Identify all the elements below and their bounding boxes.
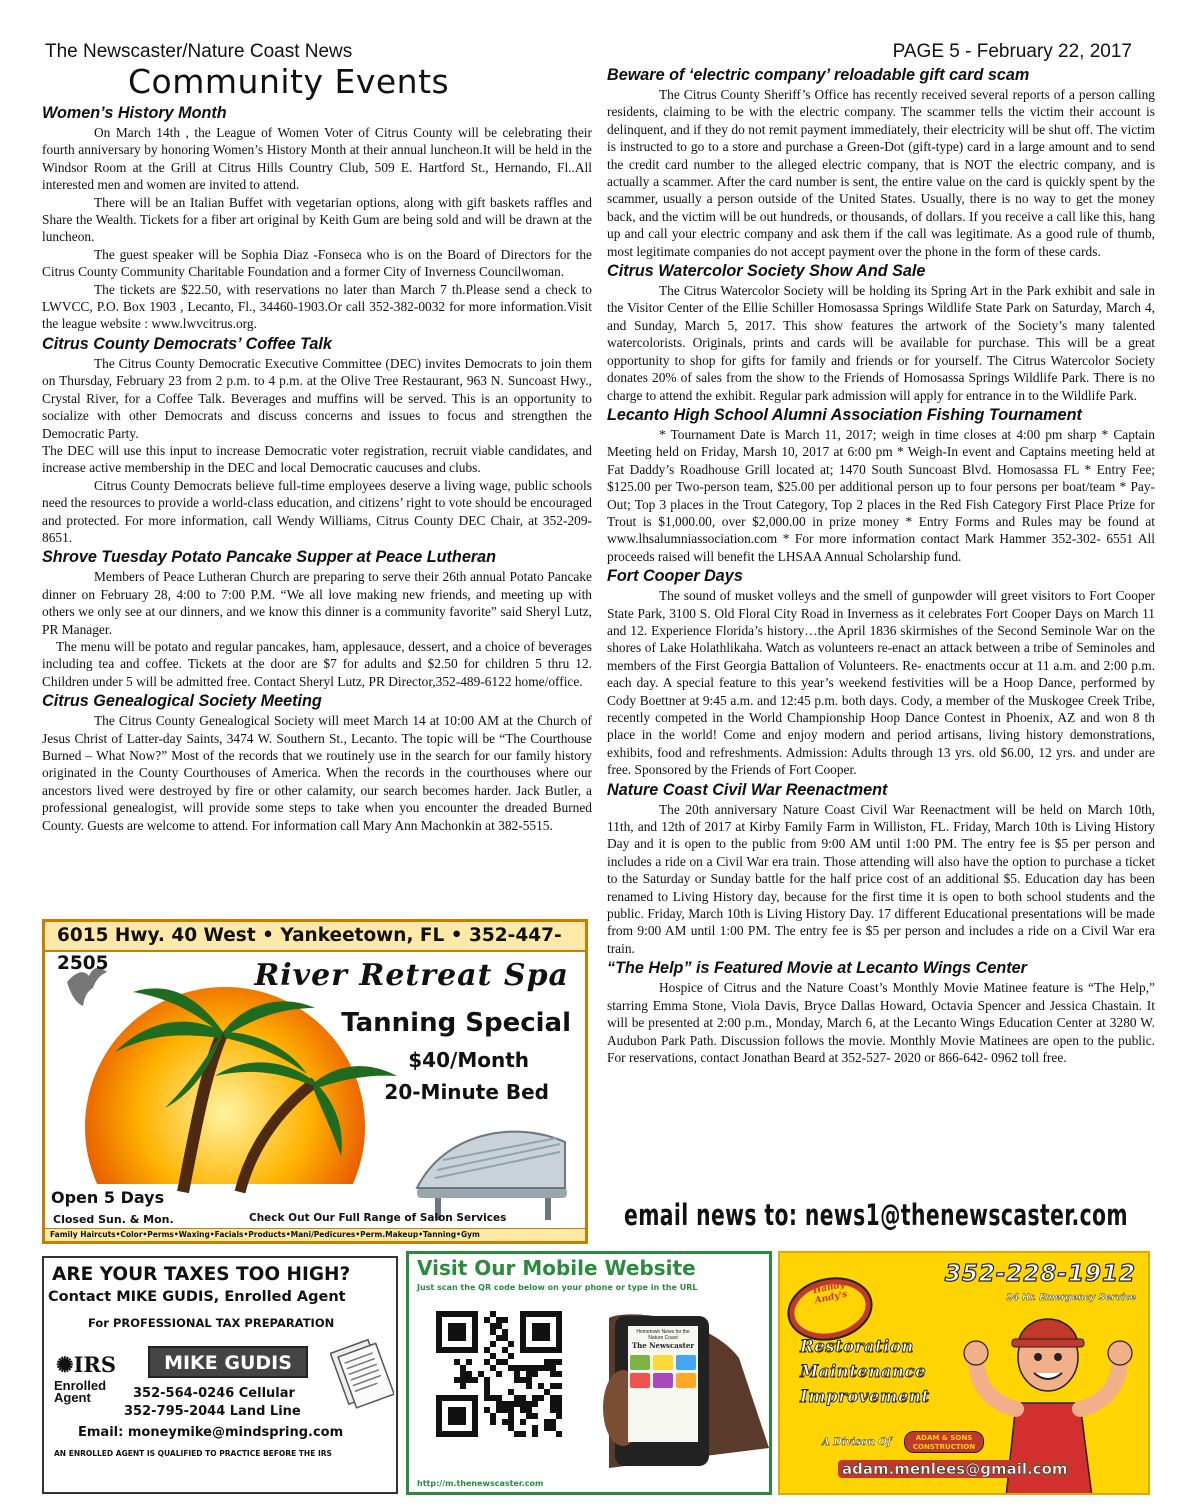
article	[607, 405, 1155, 565]
spa-check-services: Check Out Our Full Range of Salon Services	[249, 1212, 507, 1224]
article-paragraph: Hospice of Citrus and the Nature Coast’s Monthly Movie Matinee feature is “The Help,” starring Emma Stone, Viola Davis, Bryce Dallas Howard, Octavia Spencer and Jessica Chastain. It will be presented at 2:00 p.m., Monday, March 6, at the Lecanto Wings Education Center at 3280 W. Audubon Park Path. Discussion follows the movie. Monthly Movie Matinees are open to the public. For reservations, contact Jonathan Beard at 352-527- 2020 or 866-642- 0962 toll free.	[607, 980, 1155, 1065]
article-title: Citrus County Democrats’ Coffee Talk	[42, 334, 332, 353]
article-paragraph: On March 14th , the League of Women Voter of Citrus County will be celebrating their fourth anniversary by honoring Women’s History Month at their annual luncheon.It will be held in the Windsor Room at the Grill at Citrus Hills Country Club, 509 E. Hartford St., Hernando, Fl..All interested men and women are invited to attend.	[42, 125, 592, 193]
spa-price: $40/Month	[408, 1048, 529, 1072]
right-column	[607, 64, 1155, 1066]
qr-phone-illustration	[409, 1298, 769, 1468]
article-paragraph: The Citrus County Sheriff’s Office has recently received several reports of a person calling residents, claiming to be with the electric company. The scammer tells the victim their account is delinquent, and if they do not remit payment immediately, their electricity will be shut off. The victim is instructed to go to a store and purchase a Green-Dot (gift-type) card in a large amount and to send the credit card number to the alleged electric company, that is NOT the electric company, and is actually a scammer. After the card number is sent, the entire value on the card is quickly spent by the scammer, usually a person outside of the United States. Usually, there is no way to get the money back, and the victim will be out hundreds, or thousands, of dollars. If you receive a call like this, hang up and call your electric company and ask them if the call was legitimate. As a good rule of thumb, most legitimate companies do not accept payment over the phone in the form of these cards.	[607, 87, 1155, 259]
tax-advertisement	[42, 1256, 398, 1494]
article-paragraph: The guest speaker will be Sophia Diaz -Fonseca who is on the Board of Directors for the Citrus County Community Charitable Foundation and a former City of Inverness Councilwoman.	[42, 246, 592, 280]
spa-name: River Retreat Spa	[254, 958, 569, 993]
article	[42, 547, 592, 690]
article	[607, 65, 1155, 260]
article-title: Women’s History Month	[42, 104, 227, 122]
eagle-icon: ✺	[56, 1352, 74, 1377]
tax-ad-contact: Contact MIKE GUDIS, Enrolled Agent	[48, 1289, 346, 1305]
tax-email: Email: moneymike@mindspring.com	[78, 1425, 344, 1440]
handy-email[interactable]: adam.menlees@gmail.com	[838, 1460, 1072, 1478]
phone-screen	[628, 1326, 698, 1442]
article-title: Lecanto High School Alumni Association Fishing Tournament	[607, 405, 1082, 424]
enrolled-agent-label: Enrolled Agent	[54, 1378, 107, 1405]
mobile-website-advertisement	[406, 1251, 772, 1495]
tax-ad-professional: For PROFESSIONAL TAX PREPARATION	[88, 1316, 335, 1330]
article-paragraph: Members of Peace Lutheran Church are preparing to serve their 26th annual Potato Pancake dinner on February 28, 4:00 to 7:00 P.M. “We all love making new friends, and meeting up with others we only see at our dinners, and we know this dinner is a community favorite” said Sheryl Lutz, PR Manager.	[42, 569, 592, 637]
article-title: “The Help” is Featured Movie at Lecanto Wings Center	[607, 959, 1027, 978]
handy-andy-advertisement	[778, 1251, 1150, 1495]
article-title: Citrus Watercolor Society Show And Sale	[607, 262, 926, 281]
phone-screen-header: Hometown News for the Nature Coast	[636, 1329, 690, 1341]
article-title: Nature Coast Civil War Reenactment	[607, 780, 888, 799]
article-paragraph: The Citrus County Genealogical Society will meet March 14 at 10:00 AM at the Church of Jesus Christ of Latter-day Saints, 3474 W. Southern St., Lecanto. The topic will be “The Courthouse Burned – What Now?” Most of the records that we routinely use in the search for our family history originated in the County Courthouses of America. When the records in the courthouses where our ancestors lived were destroyed by fire or other calamity, our search becomes harder. Jack Butler, a professional genealogist, will provide some steps to take when you encounter the dreaded Burned County. Guests are welcome to attend. For information call Mary Ann Machonkin at 382-5515.	[42, 713, 592, 833]
article	[607, 780, 1155, 958]
handy-division: A Divison Of	[822, 1437, 892, 1448]
article	[42, 103, 592, 333]
article-title: Fort Cooper Days	[607, 567, 743, 586]
tax-agent-name: MIKE GUDIS	[148, 1346, 308, 1378]
tax-forms-icon	[330, 1338, 394, 1414]
tax-cell-phone: 352-564-0246 Cellular	[133, 1386, 295, 1401]
handy-service-2: Maintenance	[800, 1362, 927, 1381]
irs-text: IRS	[73, 1352, 117, 1377]
article-paragraph: The Citrus Watercolor Society will be holding its Spring Art in the Park exhibit and sale in the Visitor Center of the Ellie Schiller Homosassa Springs Wildlife State Park on Saturday, March 4, and Sunday, March 5, 2017. This show features the artwork of the Society’s many talented watercolorists. Originals, prints and cards will be available for purchase. This will be a great opportunity to shop for gifts for family and friends or for yourself. The Citrus Watercolor Society donates 20% of sales from the show to the Friends of Homosassa Springs Wildlife Park. There is no charge to attend the exhibit. Regular park admission will apply for entrance in to the Wildlife Park.	[607, 283, 1155, 403]
tax-disclaimer: AN ENROLLED AGENT IS QUALIFIED TO PRACTICE BEFORE THE IRS	[54, 1449, 332, 1458]
article-title: Shrove Tuesday Potato Pancake Supper at Peace Lutheran	[42, 548, 497, 567]
mobile-url[interactable]: http://m.thenewscaster.com	[417, 1479, 544, 1488]
spa-closed-days: Closed Sun. & Mon.	[53, 1213, 174, 1226]
article-paragraph: The 20th anniversary Nature Coast Civil War Reenactment will be held on March 10th, 11th, and 12th of 2017 at Kirby Family Farm in Williston, FL. Friday, March 10th is Living History Day and it is open to the public from 9:00 AM until 1:00 PM. The entry fee is $5 per person and includes a ride on a Civil War era train. Those attending will also have the option to purchase a ticket to the Saturday or Sunday battle for the half price cost of an additional $5. Education day has been renamed to Living History day, because for the first time it is open to both school students and the public. Friday, March 10th is Living History Day. 17 different Educational presentations will be made from 9:00 AM until 1:00 PM. The entry fee is $5 per person and includes a ride on a Civil War era train.	[607, 801, 1155, 956]
section-title: Community Events	[128, 62, 450, 101]
article	[42, 334, 592, 546]
article-paragraph: The Citrus County Democratic Executive Committee (DEC) invites Democrats to join them on Thursday, February 23 from 2 p.m. to 4 p.m. at the Olive Tree Restaurant, 963 N. Suncoast Hwy., Crystal River, for a Coffee Talk. Beverages and muffins will be served. This is an opportunity to socialize with other Democrats and discuss concerns and issues to focus and strengthen the Democratic Party.	[42, 355, 592, 441]
tax-ad-title: ARE YOUR TAXES TOO HIGH?	[52, 1264, 351, 1285]
handy-service-3: Improvement	[800, 1387, 930, 1406]
left-column	[42, 102, 592, 834]
handy-emergency: 24 Hr. Emergency Service	[1006, 1293, 1136, 1303]
article-title: Citrus Genealogical Society Meeting	[42, 692, 322, 711]
spa-advertisement	[42, 919, 588, 1244]
spa-bed: 20-Minute Bed	[384, 1080, 549, 1104]
phone-screen-brand: The Newscaster	[631, 1341, 695, 1350]
handy-service-1: Restoration	[800, 1337, 914, 1356]
email-news-line[interactable]: email news to: news1@thenewscaster.com	[624, 1198, 1129, 1232]
handy-company-badge: ADAM & SONS CONSTRUCTION	[904, 1431, 984, 1453]
article-paragraph: The DEC will use this input to increase Democratic voter registration, recruit viable candidates, and increase active membership in the DEC and local Democratic caucuses and clubs.	[42, 442, 592, 476]
spa-address-banner: 6015 Hwy. 40 West • Yankeetown, FL • 352-447-2505	[45, 922, 585, 952]
article-paragraph: The menu will be potato and regular pancakes, ham, applesauce, dessert, and a choice of beverages including tea and coffee. Tickets at the door are $7 for adults and $2.50 for children 5 thru 12. Children under 5 will be admitted free. Contact Sheryl Lutz, PR Director,352-489-6122 home/office.	[42, 638, 592, 689]
irs-logo	[56, 1352, 116, 1377]
page-info: PAGE 5 - February 22, 2017	[892, 41, 1132, 62]
spa-open-days: Open 5 Days	[51, 1188, 165, 1207]
article	[42, 691, 592, 834]
article-paragraph: * Tournament Date is March 11, 2017; weigh in time closes at 4:00 pm sharp * Captain Meeting held on Friday, Marsh 10, 2017 at 6:00 pm * Weigh-In event and Captains meeting held at Fat Daddy’s Roadhouse Grill located at; 1470 South Suncoast Blvd. Homosassa FL * Entry Fee; $125.00 per Two-person team, $25.00 per additional person up to four persons per boat/team * Pay-Out; Top 3 places in the Trout Category, Top 2 places in the Red Fish Category First Place Prize for Trout is $1,000.00, over $2,000.00 in prize money * Entry Forms and Rules may be found at www.lhsalumniassociation.com * For more information contact Mark Hammer 352-302- 6551 All proceeds raised will benefit the LHSAA Annual Scholarship fund.	[607, 426, 1155, 564]
handy-phone: 352-228-1912	[944, 1261, 1136, 1287]
mobile-ad-title: Visit Our Mobile Website	[417, 1256, 696, 1280]
article-paragraph: The tickets are $22.50, with reservations no later than March 7 th.Please send a check to LWVCC, P.O. Box 1903 , Lecanto, Fl., 34460-1903.Or call 352-382-0032 for more information.Visit the league website : www.lwvcitrus.org.	[42, 281, 592, 332]
tax-land-phone: 352-795-2044 Land Line	[124, 1404, 301, 1419]
mobile-ad-subtitle: Just scan the QR code below on your phone or type in the URL	[417, 1283, 698, 1292]
article	[607, 958, 1155, 1066]
article	[607, 566, 1155, 778]
article-paragraph: There will be an Italian Buffet with vegetarian options, along with gift baskets raffles and Share the Wealth. Tickets for a fiber art original by Keith Gum are being sold and will be drawn at the luncheon.	[42, 194, 592, 245]
article-title: Beware of ‘electric company’ reloadable gift card scam	[607, 66, 1030, 84]
article-paragraph: The sound of musket volleys and the smell of gunpowder will greet visitors to Fort Cooper State Park, 3100 S. Old Floral City Road in Inverness as it celebrates Fort Cooper Days on March 11 and 12. Experience Florida’s history…the April 1836 skirmishes of the Second Seminole War on the shores of Lake Holathlikaha. Watch as volunteers re-enact an attack between a tribe of Seminoles and members of the First Georgia Battalion of Volunteers. Re- enactments occur at 11 a.m. and 2:00 p.m. each day. A special feature to this year’s weekend festivities will be a Hoop Dance, performed by Cody Boettner at 9:45 a.m. and 12:45 p.m. both days. Cody, a member of the Muskogee Creek Tribe, recently competed in the World Championship Hoop Dance Contest in Phoenix, AZ and won 8 th place in the world! Come and enjoy modern and period artisans, living history demonstrations, exhibits, food and refreshments. Admission: Adults through 13 yrs. old $6.00, 12 yrs. and under are free. Sponsored by the Friends of Fort Cooper.	[607, 588, 1155, 778]
article-paragraph: Citrus County Democrats believe full-time employees deserve a living wage, public schools need the resources to provide a world-class education, and citizens’ right to vote should be encouraged and protected. For more information, call Wendy Williams, Citrus County DEC Chair, at 352-209-8651.	[42, 477, 592, 545]
spa-special: Tanning Special	[341, 1008, 571, 1038]
publication-name: The Newscaster/Nature Coast News	[45, 41, 353, 62]
handy-logo-text: Handy Andy's	[812, 1279, 849, 1307]
spa-services-list: Family Haircuts•Color•Perms•Waxing•Facials•Products•Mani/Pedicures•Perm.Makeup•Tanning•Gym	[45, 1228, 585, 1241]
article	[607, 261, 1155, 404]
